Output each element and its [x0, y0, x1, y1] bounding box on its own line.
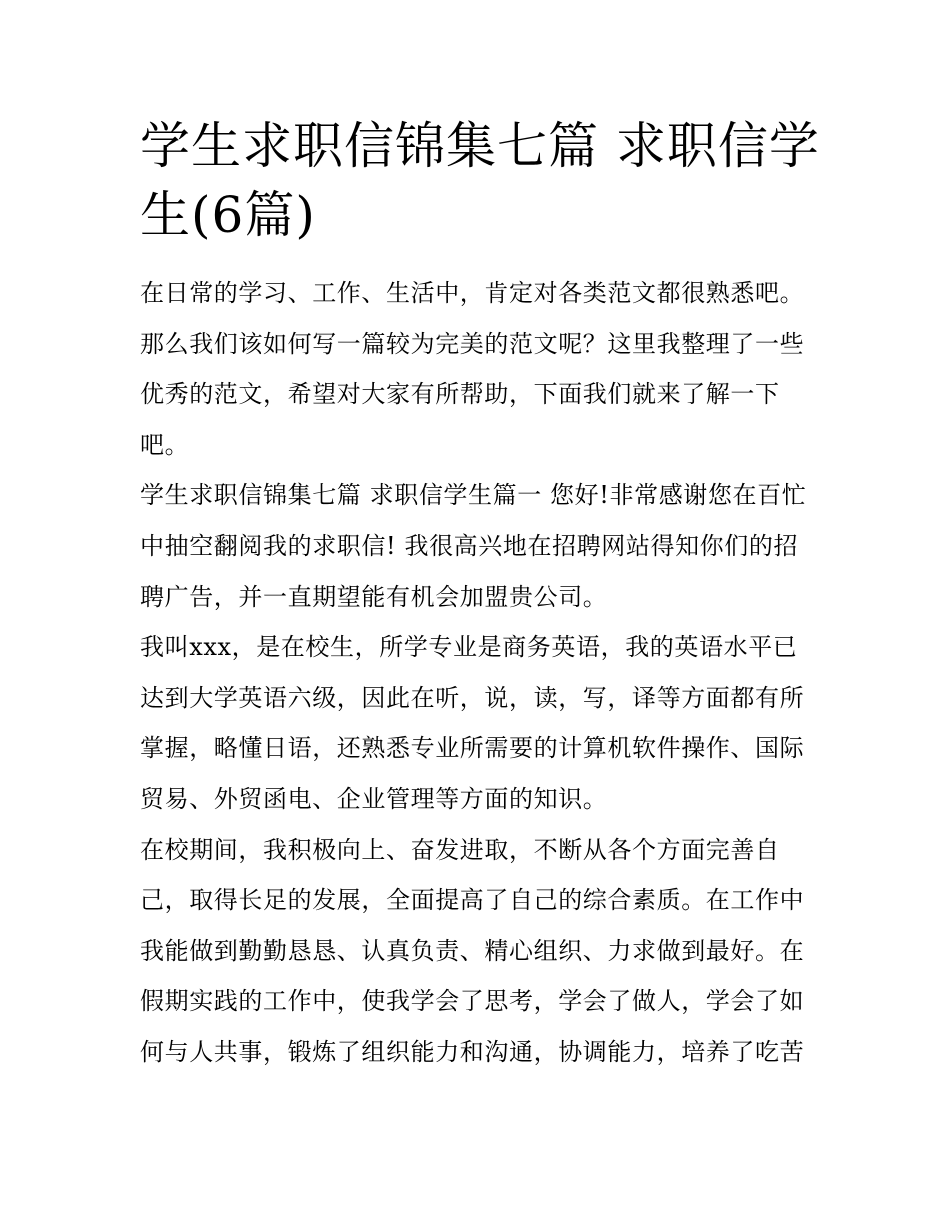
document-title: 学生求职信锦集七篇 求职信学生(6篇) — [140, 117, 820, 244]
paragraph-greeting: 学生求职信锦集七篇 求职信学生篇一 您好!非常感谢您在百忙中抽空翻阅我的求职信! 我很高兴地在招聘网站得知你们的招聘广告，并一直期望能有机会加盟贵公司。 — [140, 481, 807, 611]
paragraph-school-experience: 在校期间，我积极向上、奋发进取，不断从各个方面完善自己，取得长足的发展，全面提高了自己的综合素质。在工作中我能做到勤勤恳恳、认真负责、精心组织、力求做到最好。在假期实践的工作中，使我学会了思考，学会了做人，学会了如何与人共事，锻炼了组织能力和沟通，协调能力，培养了吃苦 — [140, 835, 805, 1066]
paragraph-self-introduction: 我叫xxx，是在校生，所学专业是商务英语，我的英语水平已达到大学英语六级，因此在听，说，读，写，译等方面都有所掌握，略懂日语，还熟悉专业所需要的计算机软件操作、国际贸易、外贸函电、企业管理等方面的知识。 — [140, 633, 805, 813]
document-body — [140, 112, 820, 1078]
paragraph-intro: 在日常的学习、工作、生活中，肯定对各类范文都很熟悉吧。那么我们该如何写一篇较为完美的范文呢？这里我整理了一些优秀的范文，希望对大家有所帮助，下面我们就来了解一下吧。 — [140, 279, 805, 459]
